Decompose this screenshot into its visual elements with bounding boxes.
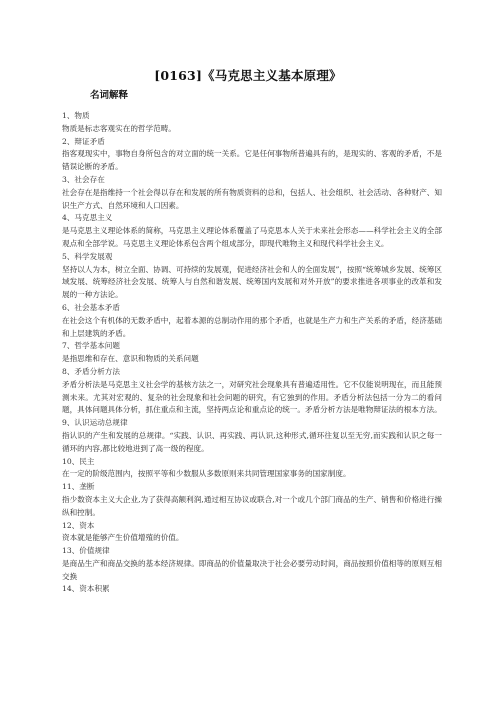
term-heading: 11、垄断: [62, 482, 95, 492]
term-heading: 1、物质: [62, 111, 90, 120]
term-definition: 在社会这个有机体的无数矛盾中，起着本源的总制动作用的那个矛盾，也就是生产力和生产关系的矛盾，经济基础和上层建筑的矛盾。: [62, 315, 442, 338]
term-definition: 是指思维和存在、意识和物质的关系问题: [62, 354, 199, 364]
term-heading: 2、辩证矛盾: [62, 136, 105, 146]
term-heading: 8、矛盾分析方法: [62, 366, 120, 376]
term-definition: 社会存在是指维持一个社会得以存在和发展的所有物质资料的总和，包括人、社会组织、社会活动、各种财产、知识生产方式、自然环境和人口因素。: [62, 187, 442, 210]
term-definition: 物质是标志客观实在的哲学范畴。: [62, 123, 176, 133]
section-heading: 名词解释: [90, 90, 129, 101]
terms-list: [62, 110, 442, 596]
term-heading: 14、资本积累: [62, 584, 110, 594]
term-definition: 是商品生产和商品交换的基本经济规律。即商品的价值量取决于社会必要劳动时间，商品按照价值相等的原则互相交换: [62, 558, 442, 581]
term-definition: 资本就是能够产生价值增殖的价值。: [62, 533, 184, 543]
term-definition: 指少数资本主义大企业,为了获得高额利润,通过相互协议或联合,对一个或几个部门商品的生产、销售和价格进行操纵和控制。: [62, 494, 442, 517]
term-definition: 在一定的阶级范围内，按照平等和少数服从多数原则来共同管理国家事务的国家制度。: [62, 469, 351, 479]
term-definition: 指认识的产生和发展的总规律。“实践、认识、再实践、再认识,这种形式,循环往复以至无穷,而实践和认识之每一循环的内容,都比较地进到了高一级的程度。: [62, 430, 442, 453]
term-definition: 是马克思主义理论体系的简称，马克思主义理论体系覆盖了马克思本人关于未来社会形态——科学社会主义的全部观点和全部学说。马克思主义理论体系包含两个组成部分，即现代唯物主义和现代科学社会主义。: [62, 226, 442, 248]
term-definition: 坚持以人为本，树立全面、协调、可持续的发展观，促进经济社会和人的全面发展”，按照“统筹城乡发展、统筹区域发展、统筹经济社会发展、统筹人与自然和谐发展、统筹国内发展和对外开放”的要求推进各项事业的改革和发展的一种方法论。: [62, 264, 442, 300]
term-definition: 指客观现实中，事物自身所包含的对立面的统一关系。它是任何事物所普遍具有的，是现实的、客观的矛盾，不是错误论断的矛盾。: [62, 149, 442, 172]
term-heading: 10、民主: [62, 456, 95, 466]
term-heading: 12、资本: [62, 520, 95, 530]
term-heading: 9、认识运动总规律: [62, 418, 128, 428]
document-title: [0163]《马克思主义基本原理》: [154, 68, 342, 83]
term-heading: 7、哲学基本问题: [62, 341, 120, 351]
term-heading: 6、社会基本矛盾: [62, 302, 120, 312]
term-heading: 5、科学发展观: [62, 251, 113, 261]
term-heading: 3、社会存在: [62, 174, 105, 184]
term-heading: 13、价值规律: [62, 546, 110, 556]
term-definition: 矛盾分析法是马克思主义社会学的基核方法之一，对研究社会现象具有普遍适用性。它不仅能说明现在，而且能预测未来。尤其对宏观的、复杂的社会现象和社会问题的研究，有它独到的作用。矛盾分析法包括一分为二的看问题，具体问题具体分析，抓住重点和主流，坚持两点论和重点论的统一。矛盾分析方法是唯物辩证法的根本方法。: [62, 379, 442, 415]
term-heading: 4、马克思主义: [62, 213, 113, 223]
